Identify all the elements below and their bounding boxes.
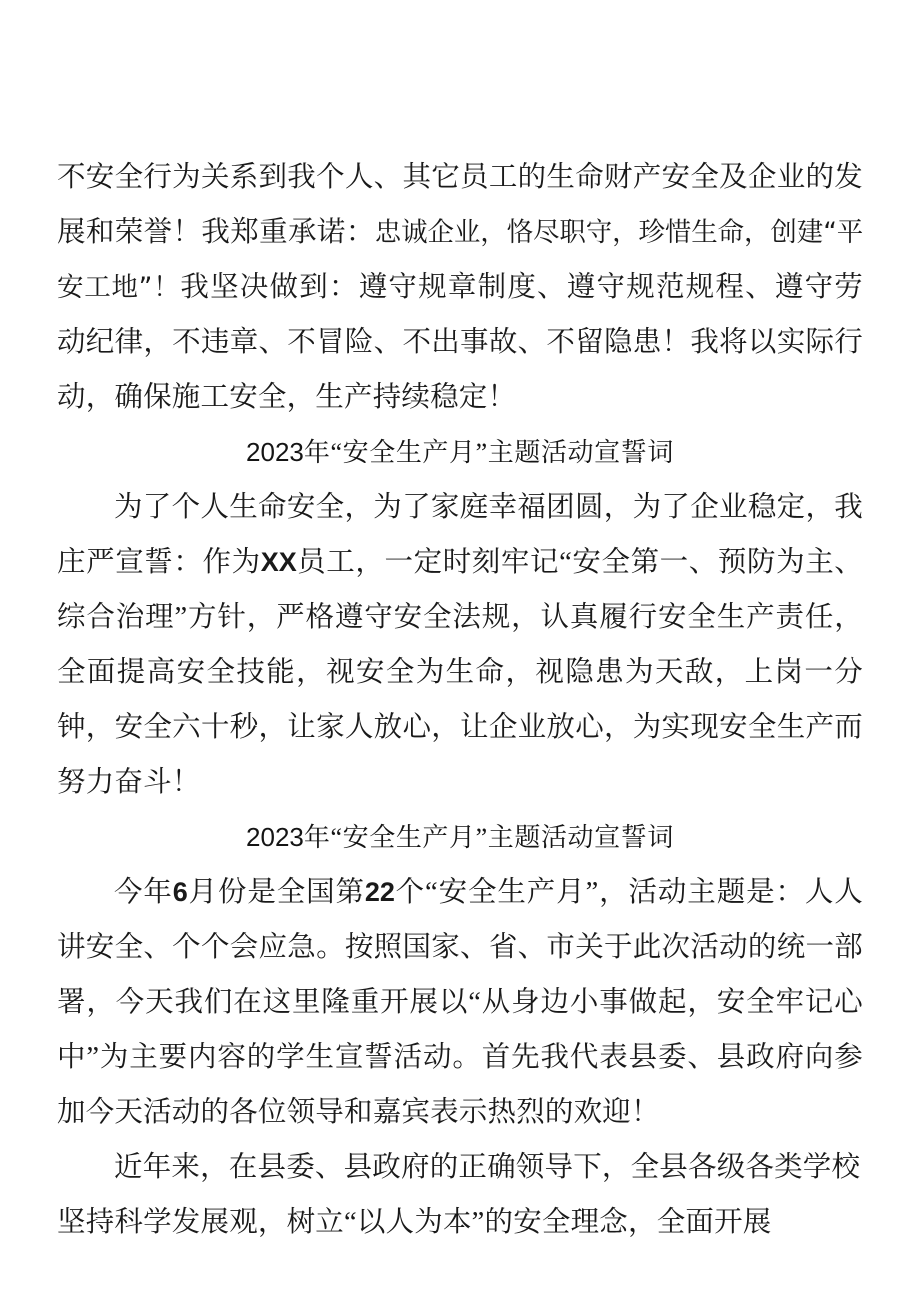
oath-part-one: 为了个人生命安全，为了家庭幸福团圆，为了企业稳定，我庄严宣誓：作为 bbox=[57, 492, 863, 578]
oath-part-two: 员工，一定时刻牢记“安全第一、预防为主、综合治理”方针，严格遵守安全法规，认真履行安全生产责任，全面提高安全技能，视安全为生命，视隐患为天敌，上岗一分钟，安全六十秒，让家人放心，让企业放心，为实现安全生产而努力奋斗！ bbox=[57, 547, 863, 798]
paragraph-oath-employee bbox=[57, 480, 863, 810]
recent-years-text: 近年来，在县委、县政府的正确领导下，全县各级各类学校坚持科学发展观，树立“以人为本”的安全理念，全面开展 bbox=[57, 1152, 861, 1238]
activity-ordinal-number: 22 bbox=[364, 877, 395, 907]
heading-safety-month-oath-1 bbox=[57, 425, 863, 480]
heading-year-2: 2023 bbox=[246, 822, 304, 852]
paragraph-activity-opening bbox=[57, 865, 863, 1140]
heading-title-1: 年“安全生产月”主题活动宣誓词 bbox=[303, 438, 674, 467]
activity-part-one: 今年 bbox=[114, 877, 173, 908]
pledge-outro-text: 我坚决做到：遵守规章制度、遵守规范规程、遵守劳动纪律，不违章、不冒险、不出事故、不留隐患！我将以实际行动，确保施工安全，生产持续稳定！ bbox=[57, 272, 863, 413]
activity-part-three: 个“安全生产月”，活动主题是：人人讲安全、个个会应急。按照国家、省、市关于此次活动的统一部署，今天我们在这里隆重开展以“从身边小事做起，安全牢记心中”为主要内容的学生宣誓活动。首先我代表县委、县政府向参加今天活动的各位领导和嘉宾表示热烈的欢迎！ bbox=[57, 877, 863, 1128]
pledge-quote-text: 忠诚企业，恪尽职守，珍惜生命，创建“平安工地”！ bbox=[57, 217, 864, 303]
heading-title-2: 年“安全生产月”主题活动宣誓词 bbox=[303, 823, 674, 852]
document-body bbox=[57, 150, 863, 1250]
activity-part-two: 月份是全国第 bbox=[187, 877, 365, 908]
heading-year-1: 2023 bbox=[246, 437, 304, 467]
paragraph-pledge-construction bbox=[57, 150, 863, 425]
oath-company-placeholder: XX bbox=[260, 547, 297, 577]
heading-safety-month-oath-2 bbox=[57, 810, 863, 865]
pledge-intro-text: 不安全行为关系到我个人、其它员工的生命财产安全及企业的发展和荣誉！我郑重承诺： bbox=[57, 162, 863, 248]
paragraph-recent-years bbox=[57, 1140, 863, 1250]
activity-month-number: 6 bbox=[172, 877, 188, 907]
